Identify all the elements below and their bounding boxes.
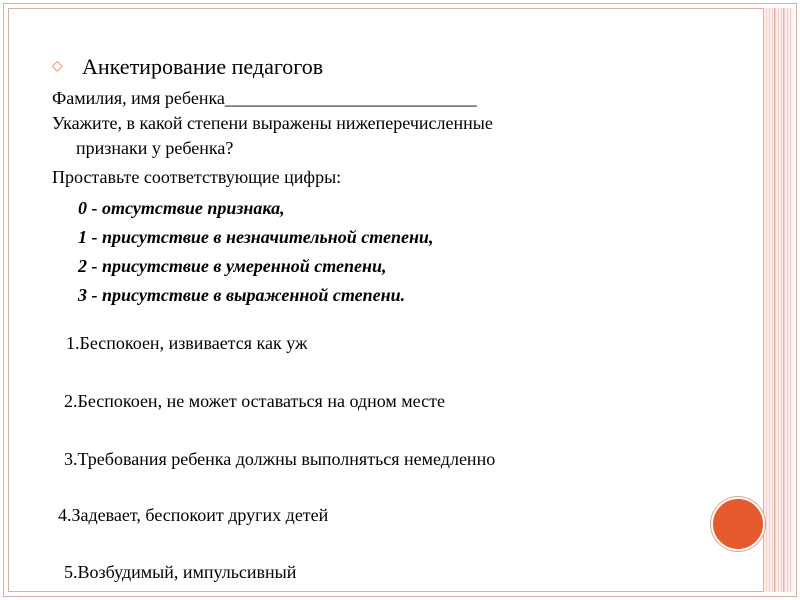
scale-item: 3 - присутствие в выраженной степени. [78,285,406,305]
decorative-circle [711,497,765,551]
list-item: 5.Возбудимый, импульсивный [64,562,297,582]
decorative-right-strip [763,8,793,592]
slide-content [52,50,712,310]
title-row [52,50,712,84]
list-item: 2.Беспокоен, не может оставаться на одном месте [64,391,445,411]
scale-item: 2 - присутствие в умеренной степени, [78,256,387,276]
slide-title: Анкетирование педагогов [82,54,324,79]
put-digits-line: Проставьте соответствующие цифры: [52,167,342,187]
scale-item: 1 - присутствие в незначительной степени, [78,227,434,247]
scale-item: 0 - отсутствие признака, [78,198,285,218]
child-name-line: Фамилия, имя ребенка____________________________ [52,88,477,108]
diamond-bullet-icon: ◇ [52,59,63,74]
list-item: 3.Требования ребенка должны выполняться немедленно [64,449,496,469]
instruction-line-1: Укажите, в какой степени выражены нижеперечисленные [52,113,493,133]
list-item: 4.Задевает, беспокоит других детей [58,505,329,525]
list-item: 1.Беспокоен, извивается как уж [66,333,308,353]
instruction-line-2: признаки у ребенка? [76,138,234,158]
